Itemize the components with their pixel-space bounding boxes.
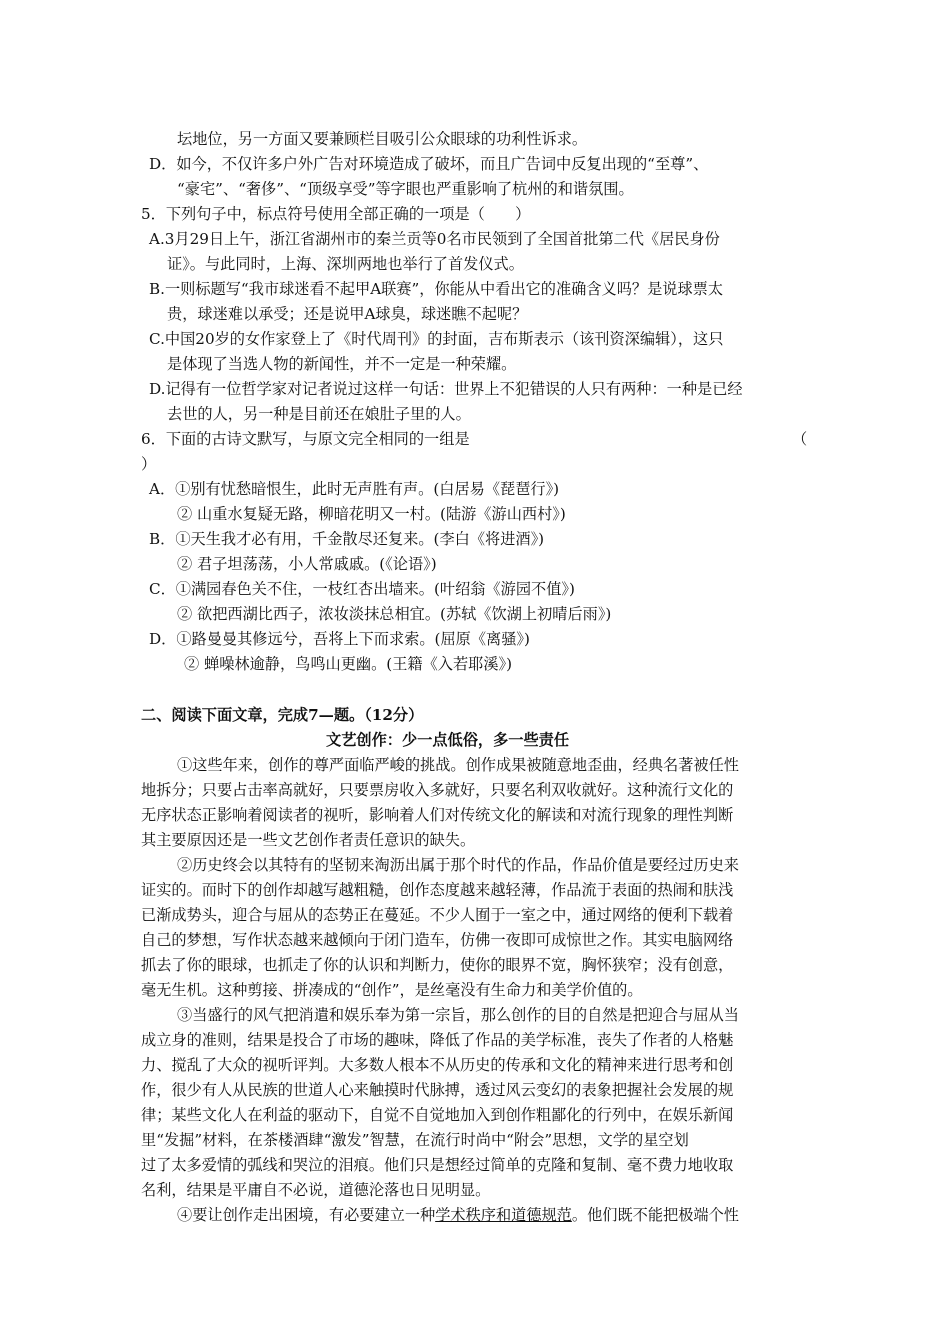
paragraph-3-line: 律；某些文化人在利益的驱动下，自觉不自觉地加入到创作粗鄙化的行列中，在娱乐新闻 bbox=[141, 1106, 734, 1124]
paragraph-2-line: 自己的梦想，写作状态越来越倾向于闭门造车，仿佛一夜即可成惊世之作。其实电脑网络 bbox=[141, 931, 734, 949]
paragraph-3-line: 成立身的准则，结果是投合了市场的趣味，降低了作品的美学标准，丧失了作者的人格魅 bbox=[141, 1031, 734, 1049]
q5-option-c-line1: C.中国20岁的女作家登上了《时代周刊》的封面，吉布斯表示（该刊资深编辑），这只 bbox=[149, 330, 724, 348]
paragraph-2-line: 证实的。而时下的创作却越写越粗糙，创作态度越来越轻薄，作品流于表面的热闹和肤浅 bbox=[141, 881, 734, 899]
paragraph-1-line: 地拆分；只要占击率高就好，只要票房收入多就好，只要名利双收就好。这种流行文化的 bbox=[141, 781, 734, 799]
paragraph-3-line: 过了太多爱情的弧线和哭泣的泪痕。他们只是想经过简单的克隆和复制、毫不费力地收取 bbox=[141, 1156, 734, 1174]
q4-option-c-continuation: 坛地位，另一方面又要兼顾栏目吸引公众眼球的功利性诉求。 bbox=[177, 130, 588, 148]
paragraph-4-text: ④要让创作走出困境，有必要建立一种 bbox=[177, 1206, 436, 1224]
q5-option-b-line2: 贵，球迷难以承受；还是说甲A球臭，球迷瞧不起呢？ bbox=[167, 305, 528, 323]
paragraph-4-line bbox=[177, 1203, 739, 1228]
q5-option-d-line2: 去世的人，另一种是目前还在娘肚子里的人。 bbox=[167, 405, 471, 423]
q5-option-c-line2: 是体现了当选人物的新闻性，并不一定是一种荣耀。 bbox=[167, 355, 517, 373]
paragraph-3-line: 力、搅乱了大众的视听评判。大多数人根本不从历史的传承和文化的精神来进行思考和创 bbox=[141, 1056, 734, 1074]
paragraph-3-line: ③当盛行的风气把消遣和娱乐奉为第一宗旨，那么创作的目的自然是把迎合与屈从当 bbox=[177, 1006, 739, 1024]
q6-option-d-line1: D．①路曼曼其修远兮，吾将上下而求索。(屈原《离骚》) bbox=[149, 630, 530, 648]
q6-answer-paren-open: （ bbox=[792, 430, 808, 448]
paragraph-1-line: ①这些年来，创作的尊严面临严峻的挑战。创作成果被随意地歪曲，经典名著被任性 bbox=[177, 756, 739, 774]
paragraph-3-line: 作，很少有人从民族的世道人心来触摸时代脉搏，透过风云变幻的表象把握社会发展的规 bbox=[141, 1081, 734, 1099]
q6-stem: 6．下面的古诗文默写，与原文完全相同的一组是 bbox=[141, 430, 470, 448]
q6-option-c-line2: ② 欲把西湖比西子，浓妆淡抹总相宜。(苏轼《饮湖上初晴后雨》) bbox=[177, 605, 612, 623]
section-heading: 二、阅读下面文章，完成7—题。（12分） bbox=[141, 706, 424, 724]
q5-option-b-line1: B.一则标题写“我市球迷看不起甲A联赛”，你能从中看出它的准确含义吗？是说球票太 bbox=[149, 280, 724, 298]
paragraph-2-line: 毫无生机。这种剪接、拼凑成的“创作”，是丝毫没有生命力和美学价值的。 bbox=[141, 981, 643, 999]
q6-option-b-line1: B．①天生我才必有用，千金散尽还复来。(李白《将进酒》) bbox=[149, 530, 545, 548]
q6-option-a-line2: ② 山重水复疑无路，柳暗花明又一村。(陆游《游山西村》) bbox=[177, 505, 566, 523]
q5-stem: 5．下列句子中，标点符号使用全部正确的一项是（ ） bbox=[141, 205, 531, 223]
q5-option-a-line1: A.3月29日上午，浙江省湖州市的秦兰贡等0名市民领到了全国首批第二代《居民身份 bbox=[149, 230, 720, 248]
paragraph-1-line: 无序状态正影响着阅读者的视听，影响着人们对传统文化的解读和对流行现象的理性判断 bbox=[141, 806, 734, 824]
q6-option-b-line2: ② 君子坦荡荡，小人常戚戚。(《论语》) bbox=[177, 555, 437, 573]
paragraph-3-line: 名利，结果是平庸自不必说，道德沦落也日见明显。 bbox=[141, 1181, 491, 1199]
q5-option-a-line2: 证》。与此同时，上海、深圳两地也举行了首发仪式。 bbox=[167, 255, 524, 273]
paragraph-3-line: 里“发掘”材料，在茶楼酒肆“激发”智慧，在流行时尚中“附会”思想，文学的星空划 bbox=[141, 1131, 689, 1149]
paragraph-2-line: ②历史终会以其特有的坚韧来淘沥出属于那个时代的作品，作品价值是要经过历史来 bbox=[177, 856, 739, 874]
paragraph-2-line: 已渐成势头，迎合与屈从的态势正在蔓延。不少人囿于一室之中，通过网络的便利下载着 bbox=[141, 906, 734, 924]
q6-option-a-line1: A．①别有忧愁暗恨生，此时无声胜有声。(白居易《琵琶行》) bbox=[149, 480, 560, 498]
q6-option-c-line1: C．①满园春色关不住，一枝红杏出墙来。(叶绍翁《游园不值》) bbox=[149, 580, 575, 598]
q6-answer-paren-close: ） bbox=[141, 455, 157, 473]
article-title: 文艺创作：少一点低俗，多一些责任 bbox=[326, 731, 569, 749]
underlined-phrase: 学术秩序和道德规范 bbox=[435, 1206, 572, 1224]
q4-option-d-line2: “豪宅”、“奢侈”、“顶级享受”等字眼也严重影响了杭州的和谐氛围。 bbox=[177, 180, 634, 198]
paragraph-4-text: 。他们既不能把极端个性 bbox=[571, 1206, 739, 1224]
paragraph-2-line: 抓去了你的眼球，也抓走了你的认识和判断力，使你的眼界不宽，胸怀狭窄；没有创意， bbox=[141, 956, 734, 974]
q6-option-d-line2: ② 蝉噪林逾静，鸟鸣山更幽。(王籍《入若耶溪》) bbox=[184, 655, 513, 673]
q5-option-d-line1: D.记得有一位哲学家对记者说过这样一句话：世界上不犯错误的人只有两种：一种是已经 bbox=[149, 380, 743, 398]
paragraph-1-line: 其主要原因还是一些文艺创作者责任意识的缺失。 bbox=[141, 831, 476, 849]
q4-option-d-line1: D．如今，不仅许多户外广告对环境造成了破坏，而且广告词中反复出现的“至尊”、 bbox=[149, 155, 709, 173]
